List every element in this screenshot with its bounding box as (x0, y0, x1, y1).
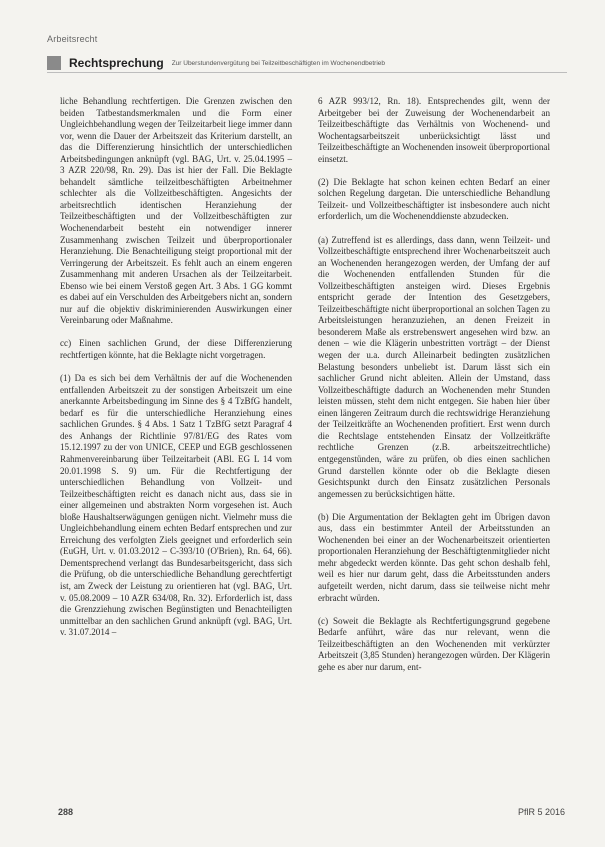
paragraph: (b) Die Argumentation der Beklagten geht im Übrigen davon aus, dass ein bestimmter Anteil der Arbeitsstunden an Wochenenden bei einer an der Wochenarbeitszeit orientierten proportionalen Heranziehung der Beschäftigtenmitglieder nicht mehr abgedeckt werden könnte. Das geht schon deshalb fehl, weil es hier nur darum geht, dass die Arbeitsstunden anders aufgeteilt werden, nicht darum, dass sie teilweise nicht mehr erbracht würden. (318, 511, 550, 603)
journal-issue: PflR 5 2016 (517, 807, 565, 817)
header-subtitle: Zur Überstundenvergütung bei Teilzeitbeschäftigten im Wochenendbetrieb (171, 59, 385, 67)
paragraph: (c) Soweit die Beklagte als Rechtfertigungsgrund gegebene Bedarfe anführt, wäre das nur relevant, wenn die Teilzeitbeschäftigten an den Wochenenden mit verkürzter Arbeitszeit (3,85 Stunden) herangezogen würden. Der Klägerin gehe es aber nur darum, ent- (318, 615, 550, 672)
right-column (318, 96, 550, 685)
paragraph: cc) Einen sachlichen Grund, der diese Differenzierung rechtfertigen könnte, hat die Beklagte nicht vorgetragen. (60, 338, 292, 361)
header-marker (47, 56, 61, 70)
paragraph: (2) Die Beklagte hat schon keinen echten Bedarf an einer solchen Regelung dargetan. Die unterschiedliche Behandlung Teilzeit- und Vollzeitbeschäftigter ist insbesondere auch nicht erforderlich, um die Wochenenddienste abzudecken. (318, 176, 550, 222)
section-kicker: Arbeitsrecht (47, 34, 98, 44)
paragraph: (1) Da es sich bei dem Verhältnis der auf die Wochenenden entfallenden Arbeitszeit zu der sonstigen Arbeitszeit um eine anerkannte Arbeitsbedingung im Sinne des § 4 TzBfG handelt, bedarf es für die unterschiedliche Heranziehung eines sachlichen Grundes. § 4 Abs. 1 Satz 1 TzBfG setzt Paragraf 4 des Anhangs der Richtlinie 97/81/EG des Rates vom 15.12.1997 zu der von UNICE, CEEP und EGB geschlossenen Rahmenvereinbarung über Teilzeitarbeit (ABl. EG L 14 vom 20.01.1998 S. 9) um. Für die Rechtfertigung der unterschiedlichen Behandlung von Vollzeit- und Teilzeitbeschäftigten reicht es danach nicht aus, dass sie in einer allgemeinen und abstrakten Norm vorgesehen ist. Auch bloße Haushaltserwägungen genügen nicht. Vielmehr muss die Ungleichbehandlung einem echten Bedarf entsprechen und zur Erreichung des verfolgten Ziels geeignet und erforderlich sein (EuGH, Urt. v. 01.03.2012 – C-393/10 (O'Brien), Rn. 64, 66). Dementsprechend verlangt das Bundesarbeitsgericht, dass sich die Prüfung, ob die unterschiedliche Behandlung gerechtfertigt ist, am Zweck der Leistung zu orientieren hat (vgl. BAG, Urt. v. 05.08.2009 – 10 AZR 634/08, Rn. 32). Erforderlich ist, dass die Grenzziehung zwischen Begünstigten und Benachteiligten unmittelbar an den sachlichen Grund anknüpft (vgl. BAG, Urt. v. 31.07.2014 – (60, 373, 292, 638)
paragraph: (a) Zutreffend ist es allerdings, dass dann, wenn Teilzeit- und Vollzeitbeschäftigte entsprechend ihrer Wochenarbeitszeit auch an Wochenenden herangezogen werden, der Umfang der auf die Wochenenden entfallenden Stunden für die Vollzeitbeschäftigten ansteigen wird. Dieses Ergebnis entspricht gerade der Intention des Gesetzgebers, Teilzeitbeschäftigte nicht überproportional an solchen Tagen zu Arbeitsleistungen heranzuziehen, an denen Freizeit in besonderem Maße als erstrebenswert angesehen wird bzw. an denen – wie die Klägerin unbestritten vorträgt – der Dienst wegen der u.a. durch Alleinarbeit bedingten zusätzlichen Belastung besonders unbeliebt ist. Darum lässt sich ein sachlicher Grund nicht ableiten. Allein der Umstand, dass Vollzeitbeschäftigte dadurch an Wochenenden mehr Stunden leisten müssen, steht dem nicht entgegen. Sie haben hier über einen längeren Zeitraum durch die rechtswidrige Heranziehung der Teilzeitkräfte an Wochenenden profitiert. Erst wenn durch die Rechtslage entstehenden Einsatz der Vollzeitkräfte rechtliche Grenzen (z.B. arbeitszeitrechtliche) entgegenstünden, wäre zu prüfen, ob dies einen sachlichen Grund darstellen könnte oder ob die Beklagte diesen Gesichtspunkt durch den Einsatz zusätzlichen Personals angemessen zu berücksichtigen hätte. (318, 234, 550, 499)
page-footer (58, 807, 565, 817)
page-number: 288 (58, 807, 74, 817)
header-title: Rechtsprechung (69, 56, 164, 70)
left-column (60, 96, 292, 650)
paragraph: liche Behandlung rechtfertigen. Die Grenzen zwischen den beiden Tatbestandsmerkmalen und die Form einer Ungleichbehandlung wegen der Teilzeitarbeit liege immer dann vor, wenn die Dauer der Arbeitszeit das Kriterium darstellt, an das die Differenzierung hinsichtlich der unterschiedlichen Arbeitsbedingungen anknüpft (vgl. BAG, Urt. v. 25.04.1995 – 3 AZR 220/98, Rn. 29). Das ist hier der Fall. Die Beklagte behandelt sämtliche teilzeitbeschäftigten Arbeitnehmer schlechter als die Vollzeitbeschäftigten. Angesichts der arbeitsrechtlich identischen Heranziehung der Teilzeitbeschäftigten und der Vollzeitbeschäftigten zur Wochenendarbeit besteht ein notwendiger innerer Zusammenhang zwischen Teilzeit und überproportionaler Heranziehung. Die Benachteiligung steigt proportional mit der Verringerung der Arbeitszeit. Es fehlt auch an einem engeren Zusammenhang mit anderen Ursachen als der Teilzeitarbeit. Ebenso wie bei einem Verstoß gegen Art. 3 Abs. 1 GG kommt es dabei auf ein Verschulden des Arbeitgebers nicht an, sondern nur auf die objektiv diskriminierenden Auswirkungen einer Vereinbarung oder Maßnahme. (60, 96, 292, 326)
paragraph: 6 AZR 993/12, Rn. 18). Entsprechendes gilt, wenn der Arbeitgeber bei der Zuweisung der Wochenendarbeit an Teilzeitbeschäftigte das Verhältnis von Wochenend- und Wochentagsarbeitszeit unberücksichtigt lässt und Teilzeitbeschäftigte an Wochenenden insoweit überproportional einsetzt. (318, 96, 550, 164)
running-header (47, 54, 567, 73)
